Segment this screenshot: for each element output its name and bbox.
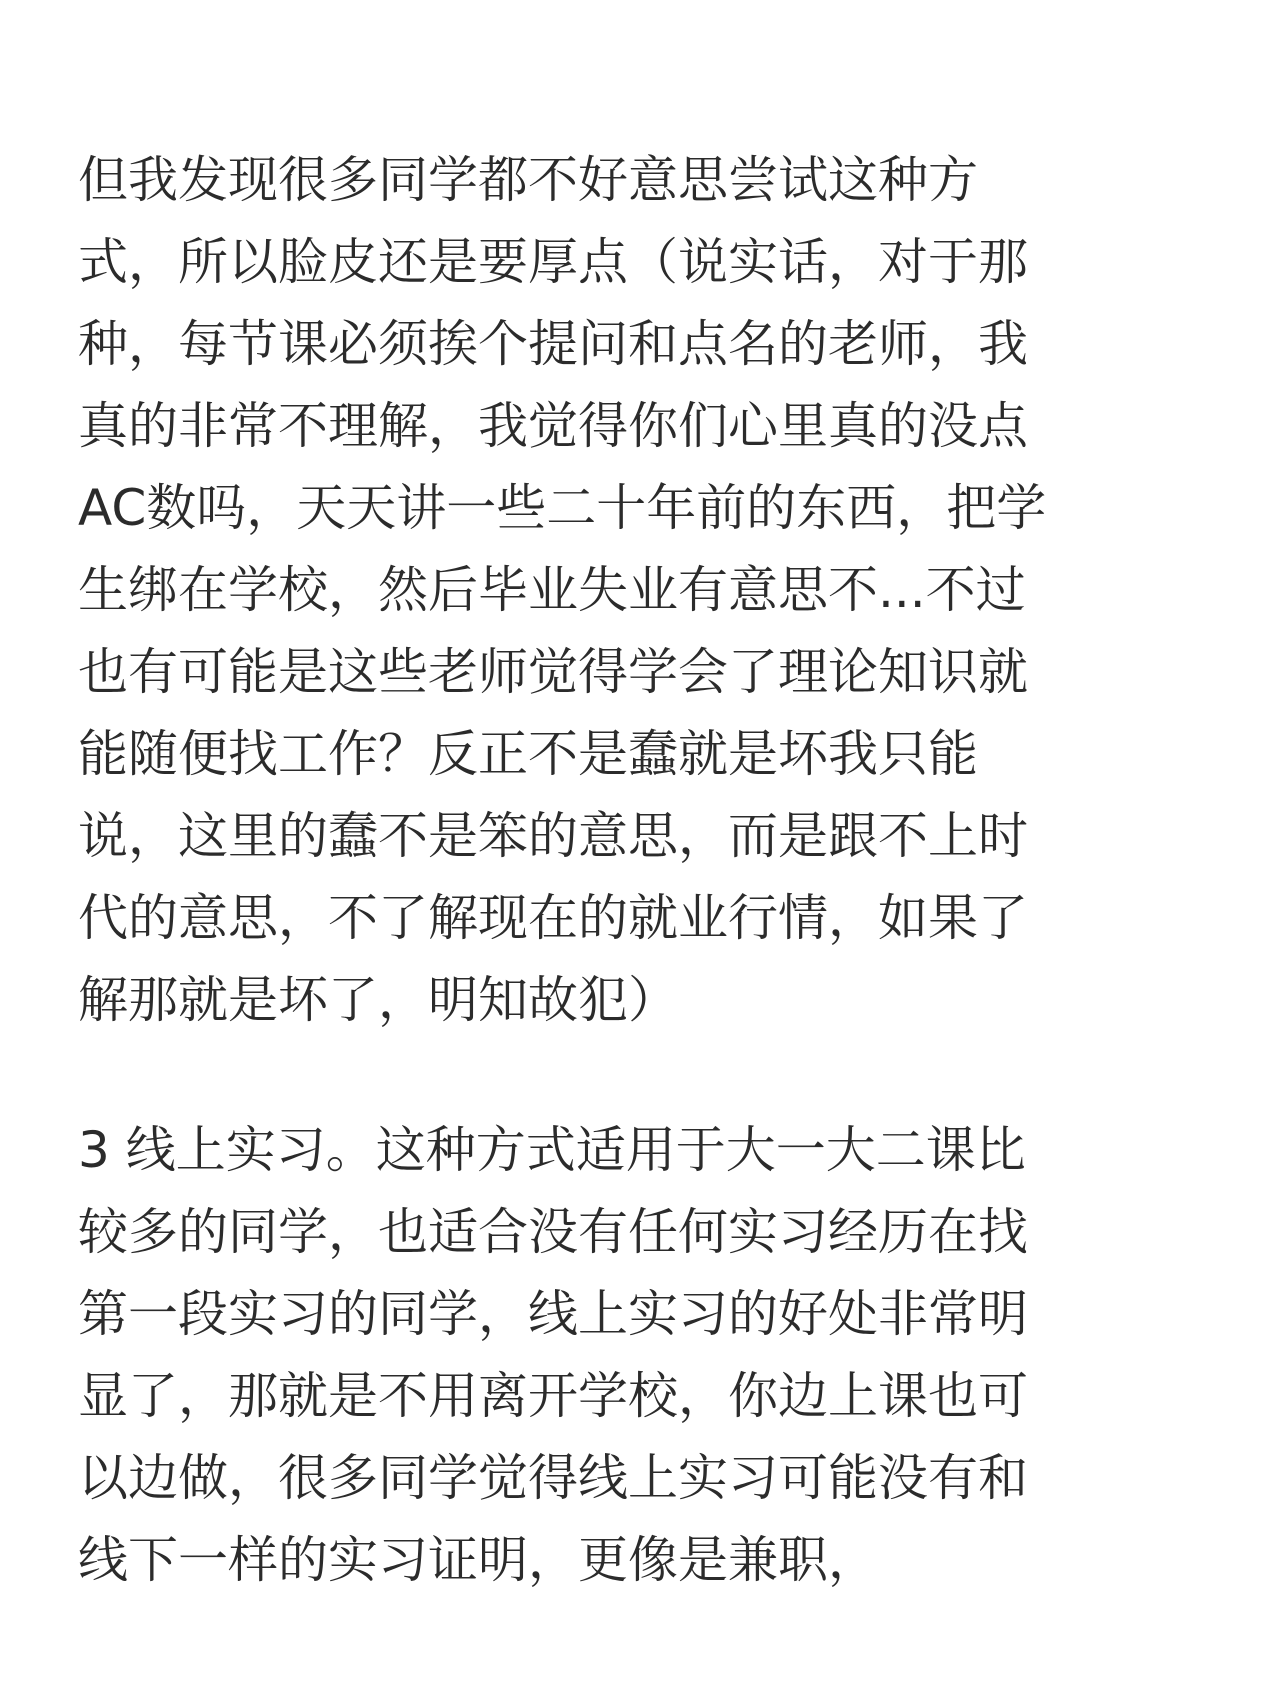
text-line: 第一段实习的同学，线上实习的好处非常明 — [78, 1285, 1028, 1343]
paragraph-2 — [78, 1109, 1228, 1601]
text-line: 真的非常不理解，我觉得你们心里真的没点 — [78, 397, 1028, 455]
text-line: 但我发现很多同学都不好意思尝试这种方 — [78, 151, 978, 209]
paragraph-1 — [78, 139, 1228, 1041]
text-line: 能随便找工作？反正不是蠢就是坏我只能 — [78, 725, 978, 783]
text-line: 种，每节课必须挨个提问和点名的老师，我 — [78, 315, 1028, 373]
text-line: 3 线上实习。这种方式适用于大一大二课比 — [78, 1121, 1026, 1179]
text-line: 较多的同学，也适合没有任何实习经历在找 — [78, 1203, 1028, 1261]
text-line: 说，这里的蠢不是笨的意思，而是跟不上时 — [78, 807, 1028, 865]
text-line: 显了，那就是不用离开学校，你边上课也可 — [78, 1367, 1028, 1425]
text-line: 代的意思，不了解现在的就业行情，如果了 — [78, 889, 1028, 947]
text-line: 生绑在学校，然后毕业失业有意思不...不过 — [78, 561, 1026, 619]
text-line: 线下一样的实习证明，更像是兼职， — [78, 1531, 878, 1589]
text-line: 式，所以脸皮还是要厚点（说实话，对于那 — [78, 233, 1028, 291]
text-line: AC数吗，天天讲一些二十年前的东西，把学 — [78, 479, 1047, 537]
text-line: 也有可能是这些老师觉得学会了理论知识就 — [78, 643, 1028, 701]
text-line: 以边做，很多同学觉得线上实习可能没有和 — [78, 1449, 1028, 1507]
text-line: 解那就是坏了，明知故犯） — [78, 971, 678, 1029]
